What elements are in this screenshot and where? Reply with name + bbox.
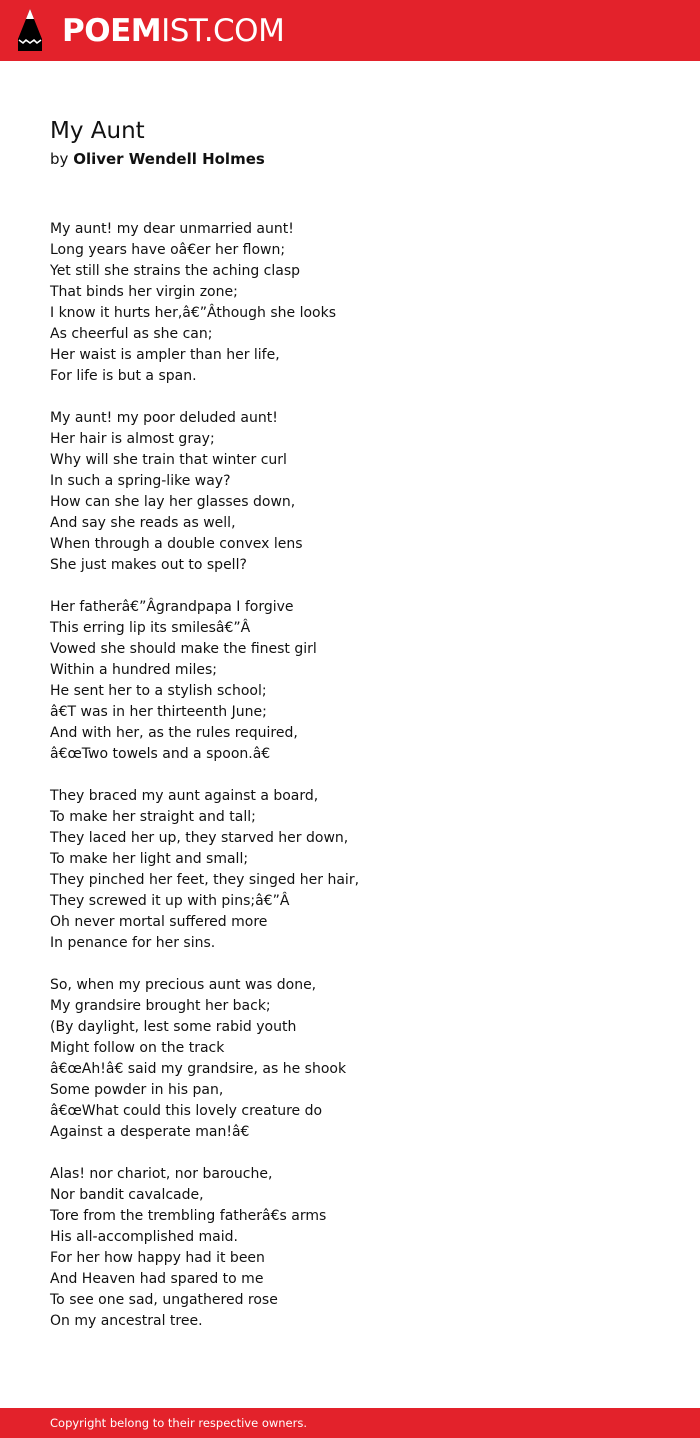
poem-line: â€T was in her thirteenth June; <box>50 704 267 720</box>
poem-line: He sent her to a stylish school; <box>50 683 267 699</box>
poem-line: As cheerful as she can; <box>50 326 213 342</box>
site-footer <box>0 1408 700 1438</box>
poem-line: That binds her virgin zone; <box>50 284 238 300</box>
poem-line: His all-accomplished maid. <box>50 1229 238 1245</box>
poem-line: Alas! nor chariot, nor barouche, <box>50 1166 273 1182</box>
poem-line: â€œTwo towels and a spoon.â€ <box>50 746 271 762</box>
poem-line: In penance for her sins. <box>50 935 216 951</box>
copyright-text: Copyright belong to their respective owners. <box>50 1416 308 1430</box>
poem-line: For her how happy had it been <box>50 1250 265 1266</box>
poem-line: Long years have oâ€er her flown; <box>50 242 286 258</box>
logo-bold-text: POEM <box>62 13 162 49</box>
poem-stanza <box>50 1164 359 1332</box>
poem-line: To make her straight and tall; <box>50 809 256 825</box>
poem-title: My Aunt <box>50 118 145 144</box>
poem-stanza <box>50 219 359 387</box>
poem-line: My grandsire brought her back; <box>50 998 271 1014</box>
poem-line: I know it hurts her,â€”Âthough she looks <box>50 305 337 321</box>
poem-line: For life is but a span. <box>50 368 197 384</box>
poem-line: Why will she train that winter curl <box>50 452 287 468</box>
poem-stanza <box>50 975 359 1143</box>
poem-stanza <box>50 597 359 765</box>
site-header <box>0 0 700 61</box>
poem-line: â€œAh!â€ said my grandsire, as he shook <box>50 1061 347 1077</box>
poem-line: Might follow on the track <box>50 1040 225 1056</box>
poem-line: My aunt! my poor deluded aunt! <box>50 410 278 426</box>
poem-line: She just makes out to spell? <box>50 557 247 573</box>
poem-line: And say she reads as well, <box>50 515 236 531</box>
poem-line: And with her, as the rules required, <box>50 725 298 741</box>
poem-line: Her waist is ampler than her life, <box>50 347 280 363</box>
poem-line: (By daylight, lest some rabid youth <box>50 1019 297 1035</box>
poem-line: Some powder in his pan, <box>50 1082 224 1098</box>
by-label: by <box>50 150 69 168</box>
poem-line: In such a spring-like way? <box>50 473 231 489</box>
poem-body <box>50 219 359 1353</box>
poem-line: Against a desperate man!â€ <box>50 1124 250 1140</box>
poem-line: Her hair is almost gray; <box>50 431 215 447</box>
poem-line: So, when my precious aunt was done, <box>50 977 317 993</box>
poem-line: They pinched her feet, they singed her hair, <box>50 872 360 888</box>
poem-line: My aunt! my dear unmarried aunt! <box>50 221 294 237</box>
logo-light-text: IST.COM <box>161 13 285 49</box>
poem-line: Tore from the trembling fatherâ€s arms <box>50 1208 327 1224</box>
poem-line: This erring lip its smilesâ€”Â <box>50 620 251 636</box>
author-name: Oliver Wendell Holmes <box>73 150 265 168</box>
poem-line: Nor bandit cavalcade, <box>50 1187 204 1203</box>
poem-stanza <box>50 408 359 576</box>
poem-stanza <box>50 786 359 954</box>
poem-line: To make her light and small; <box>50 851 249 867</box>
site-logo[interactable] <box>62 12 284 50</box>
poem-line: They braced my aunt against a board, <box>50 788 319 804</box>
poem-line: Her fatherâ€”Âgrandpapa I forgive <box>50 599 294 615</box>
poem-line: â€œWhat could this lovely creature do <box>50 1103 323 1119</box>
poem-line: On my ancestral tree. <box>50 1313 203 1329</box>
poem-line: Within a hundred miles; <box>50 662 217 678</box>
pencil-tip-icon[interactable] <box>18 9 42 51</box>
byline <box>50 148 265 170</box>
poem-line: They screwed it up with pins;â€”Â <box>50 893 290 909</box>
poem-line: When through a double convex lens <box>50 536 303 552</box>
poem-line: Oh never mortal suffered more <box>50 914 268 930</box>
poem-line: And Heaven had spared to me <box>50 1271 264 1287</box>
poem-line: They laced her up, they starved her down, <box>50 830 349 846</box>
poem-line: To see one sad, ungathered rose <box>50 1292 278 1308</box>
poem-line: How can she lay her glasses down, <box>50 494 296 510</box>
poem-line: Vowed she should make the finest girl <box>50 641 317 657</box>
poem-line: Yet still she strains the aching clasp <box>50 263 301 279</box>
